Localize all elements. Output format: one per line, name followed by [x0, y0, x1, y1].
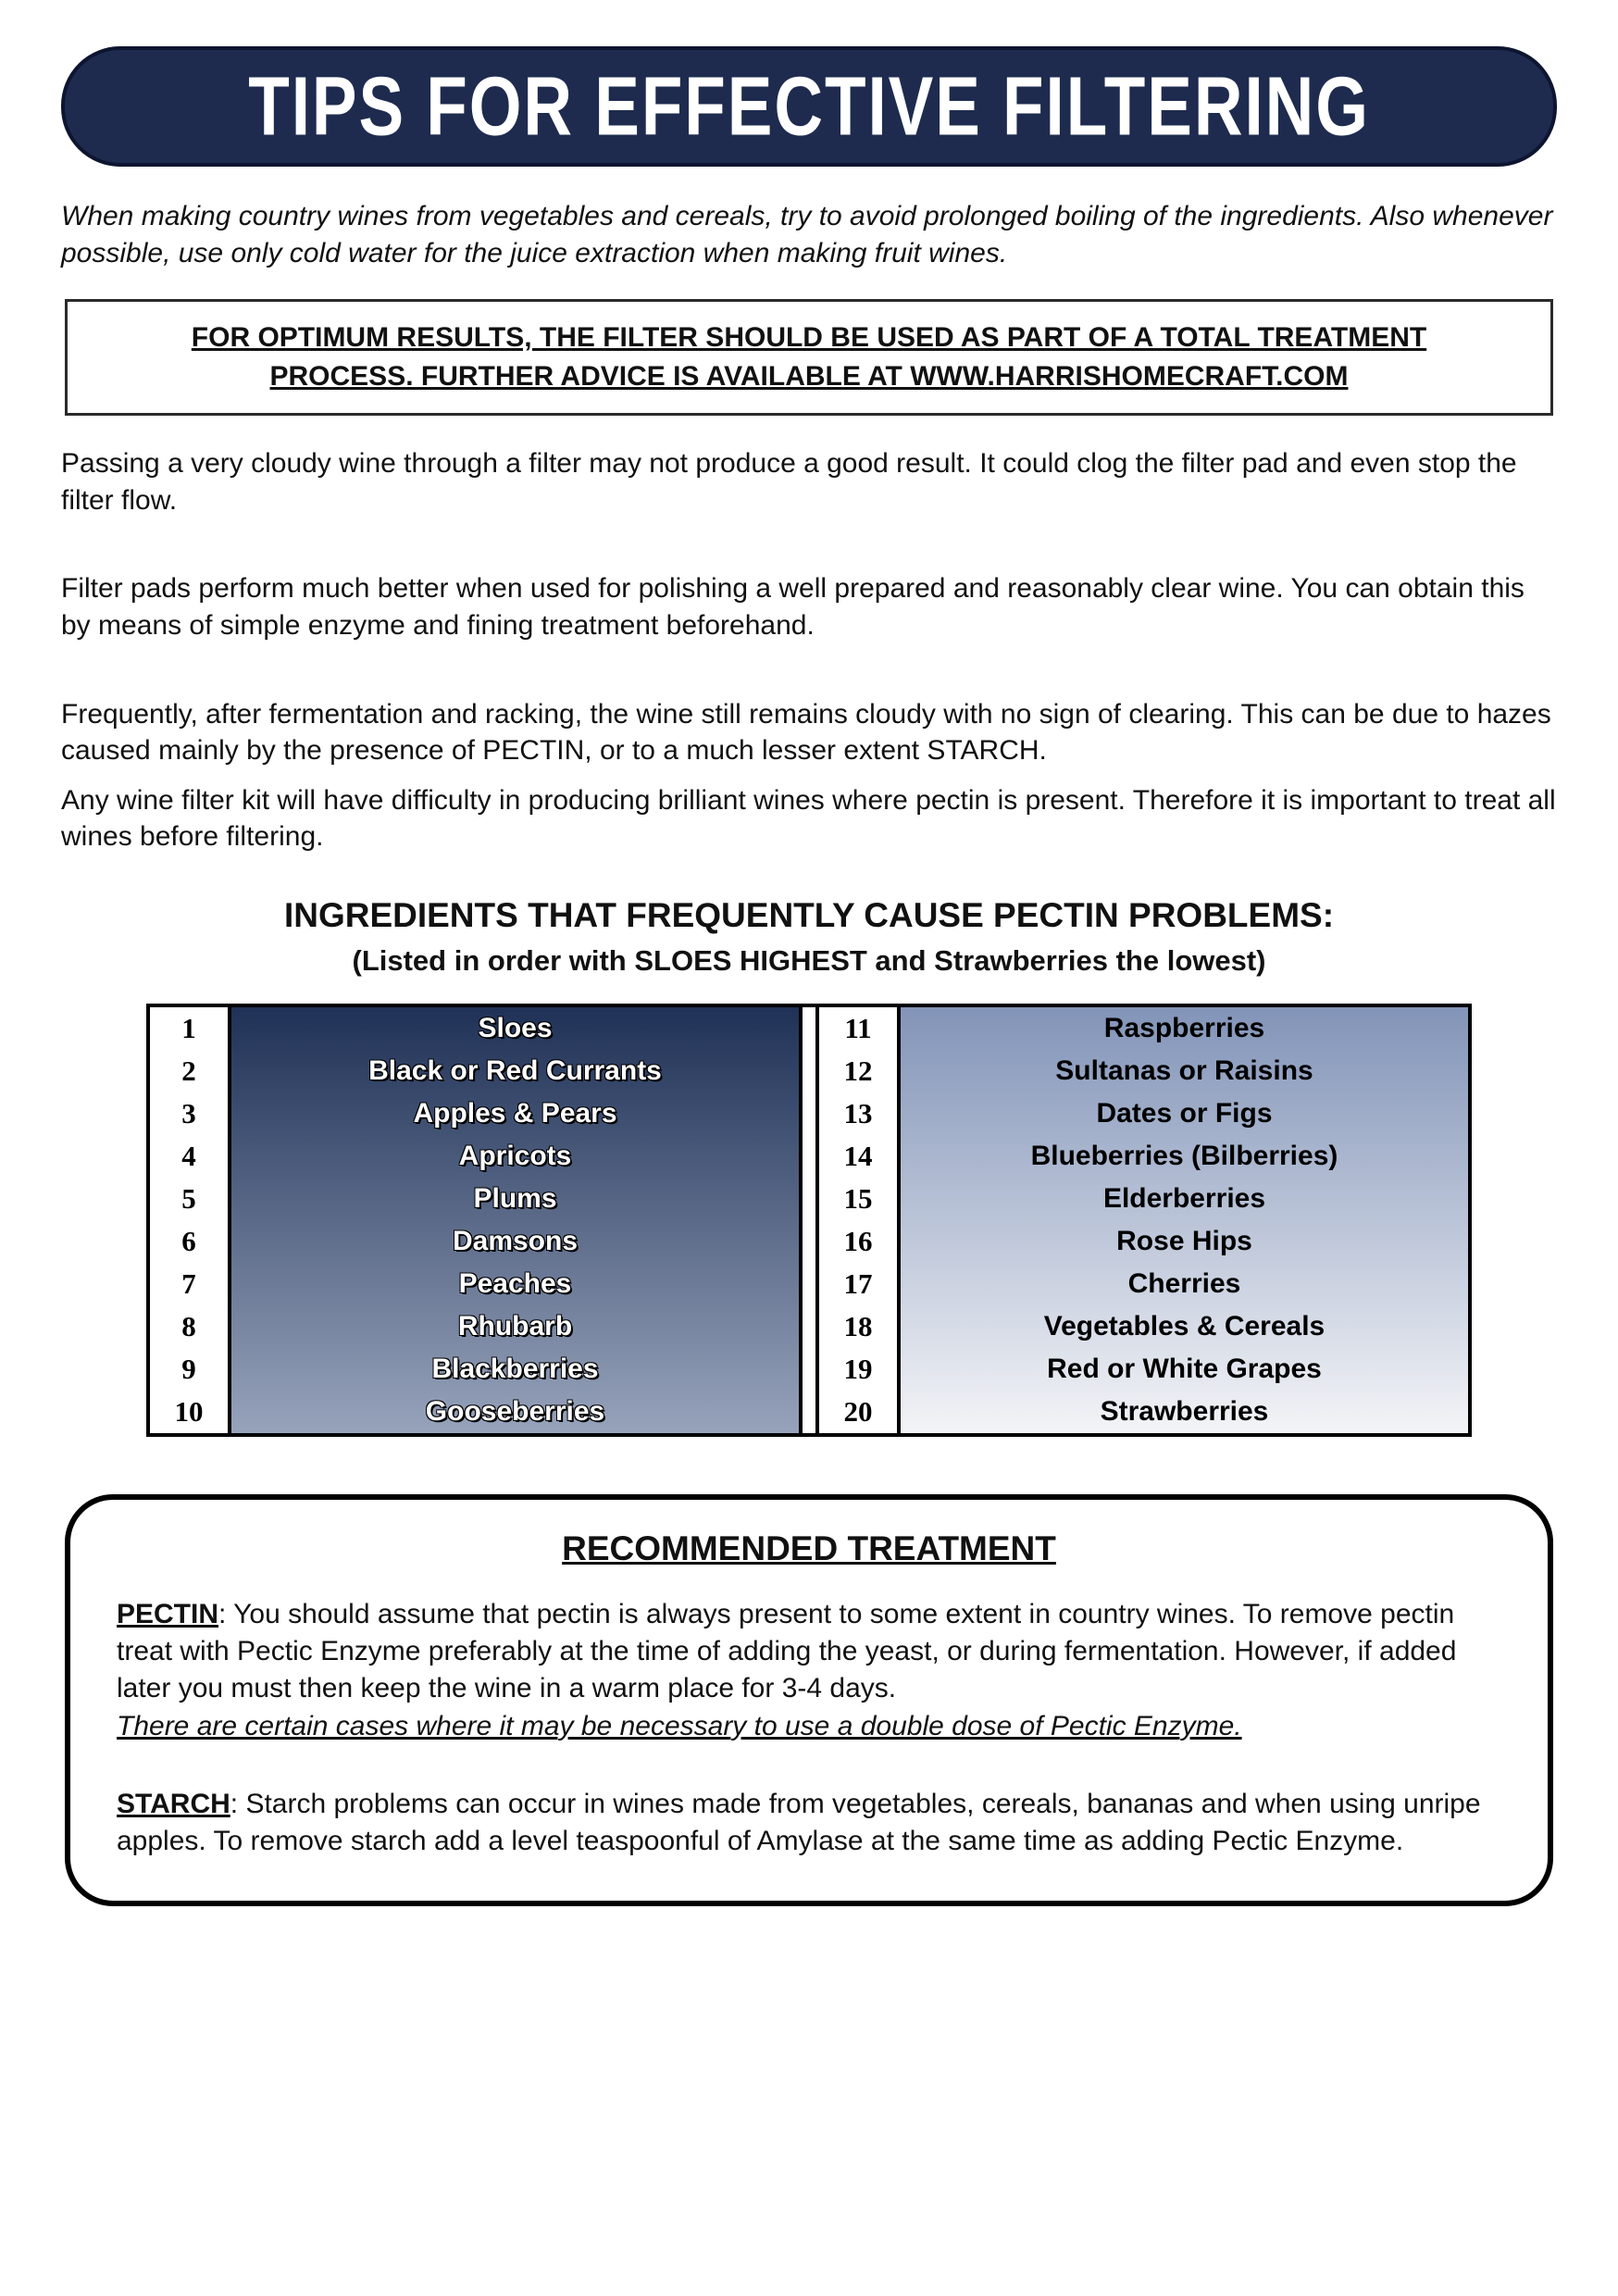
rank-number: 7 — [181, 1267, 196, 1300]
pectin-label: PECTIN — [117, 1598, 219, 1629]
right-number-column — [819, 1007, 901, 1433]
rank-number: 8 — [181, 1309, 196, 1342]
ingredient-name: Vegetables & Cereals — [1043, 1310, 1326, 1341]
rank-number: 19 — [843, 1352, 873, 1385]
rank-number: 6 — [181, 1224, 196, 1257]
pectin-treatment-paragraph — [117, 1596, 1501, 1708]
ingredient-name: Apples & Pears — [413, 1097, 617, 1129]
pectin-table-left-half — [150, 1007, 799, 1433]
ingredient-name: Strawberries — [1100, 1395, 1269, 1427]
rank-number: 4 — [181, 1139, 196, 1172]
rank-number: 5 — [181, 1181, 196, 1215]
paragraph-cloudy-wine: Passing a very cloudy wine through a filter may not produce a good result. It could clog the filter pad and even stop the filter flow. — [61, 448, 1517, 516]
rank-number: 15 — [843, 1181, 873, 1215]
spacer — [61, 672, 1557, 696]
ingredient-name: Blueberries (Bilberries) — [1030, 1140, 1338, 1171]
title-banner — [61, 46, 1557, 167]
starch-treatment-paragraph — [117, 1786, 1501, 1860]
double-dose-note: There are certain cases where it may be necessary to use a double dose of Pectic Enzyme. — [117, 1710, 1242, 1741]
rank-number: 16 — [843, 1224, 873, 1257]
intro-paragraph: When making country wines from vegetables and cereals, try to avoid prolonged boiling of the ingredients. Also whenever possible, use only cold water for the juice extraction when making fruit wines. — [61, 201, 1553, 268]
table-divider — [799, 1007, 819, 1433]
recommended-treatment-box — [65, 1494, 1553, 1906]
ingredient-name: Apricots — [458, 1140, 572, 1171]
pectin-table-right-half — [819, 1007, 1468, 1433]
rank-number: 2 — [181, 1054, 196, 1087]
pectin-treatment-text: : You should assume that pectin is always present to some extent in country wines. To remove pectin treat with Pectic Enzyme preferably at the time of adding the yeast, or during fermentation. However, if added later you must then keep the wine in a warm place for 3-4 days. — [117, 1598, 1457, 1704]
ingredient-name: Red or White Grapes — [1047, 1353, 1322, 1384]
pectin-table — [146, 1004, 1472, 1437]
pectin-section-heading: INGREDIENTS THAT FREQUENTLY CAUSE PECTIN PROBLEMS: — [283, 895, 1335, 934]
ingredient-name: Cherries — [1127, 1267, 1241, 1299]
rank-number: 20 — [843, 1394, 873, 1428]
ingredient-name: Elderberries — [1102, 1182, 1266, 1214]
ingredient-name: Raspberries — [1103, 1012, 1265, 1043]
right-ingredient-column — [901, 1007, 1468, 1433]
ingredient-name: Blackberries — [431, 1353, 599, 1384]
page-title: TIPS FOR EFFECTIVE FILTERING — [248, 59, 1370, 154]
left-ingredient-column — [231, 1007, 799, 1433]
ingredient-name: Plums — [473, 1182, 557, 1214]
rank-number: 14 — [843, 1139, 873, 1172]
pectin-section-subheading: (Listed in order with SLOES HIGHEST and Strawberries the lowest) — [352, 943, 1266, 977]
rank-number: 10 — [174, 1394, 204, 1428]
ingredient-name: Sultanas or Raisins — [1055, 1054, 1313, 1086]
rank-number: 17 — [843, 1267, 873, 1300]
rank-number: 3 — [181, 1096, 196, 1129]
ingredient-name: Dates or Figs — [1096, 1097, 1273, 1129]
left-number-column — [150, 1007, 231, 1433]
rank-number: 13 — [843, 1096, 873, 1129]
rank-number: 12 — [843, 1054, 873, 1087]
starch-label: STARCH — [117, 1788, 230, 1819]
ingredient-name: Damsons — [452, 1225, 579, 1256]
ingredient-name: Peaches — [458, 1267, 572, 1299]
ingredient-name: Rhubarb — [457, 1310, 573, 1341]
rank-number: 1 — [181, 1011, 196, 1044]
notice-box — [65, 299, 1553, 416]
rank-number: 18 — [843, 1309, 873, 1342]
notice-text: FOR OPTIMUM RESULTS, THE FILTER SHOULD BE USED AS PART OF A TOTAL TREATMENT PROCESS. FURTHER ADVICE IS AVAILABLE AT WWW.HARRISHOMECRAFT.COM — [191, 322, 1427, 393]
ingredient-name: Black or Red Currants — [368, 1054, 662, 1086]
ingredient-name: Sloes — [478, 1012, 553, 1043]
ingredient-name: Gooseberries — [425, 1395, 605, 1427]
spacer — [61, 546, 1557, 570]
starch-treatment-text: : Starch problems can occur in wines made from vegetables, cereals, bananas and when using unripe apples. To remove starch add a level teaspoonful of Amylase at the same time as adding Pectic Enzyme. — [117, 1788, 1481, 1856]
treatment-heading: RECOMMENDED TREATMENT — [562, 1529, 1056, 1567]
ingredient-name: Rose Hips — [1116, 1225, 1252, 1256]
paragraph-treat-before-filtering: Any wine filter kit will have difficulty in producing brilliant wines where pectin is present. Therefore it is important to treat all wines before filtering. — [61, 784, 1556, 853]
paragraph-filter-pads: Filter pads perform much better when used for polishing a well prepared and reasonably clear wine. You can obtain this by means of simple enzyme and fining treatment beforehand. — [61, 573, 1525, 641]
rank-number: 9 — [181, 1352, 196, 1385]
rank-number: 11 — [844, 1011, 872, 1044]
paragraph-pectin-haze: Frequently, after fermentation and racking, the wine still remains cloudy with no sign of clearing. This can be due to hazes caused mainly by the presence of PECTIN, or to a much lesser extent STARCH. — [61, 698, 1551, 767]
